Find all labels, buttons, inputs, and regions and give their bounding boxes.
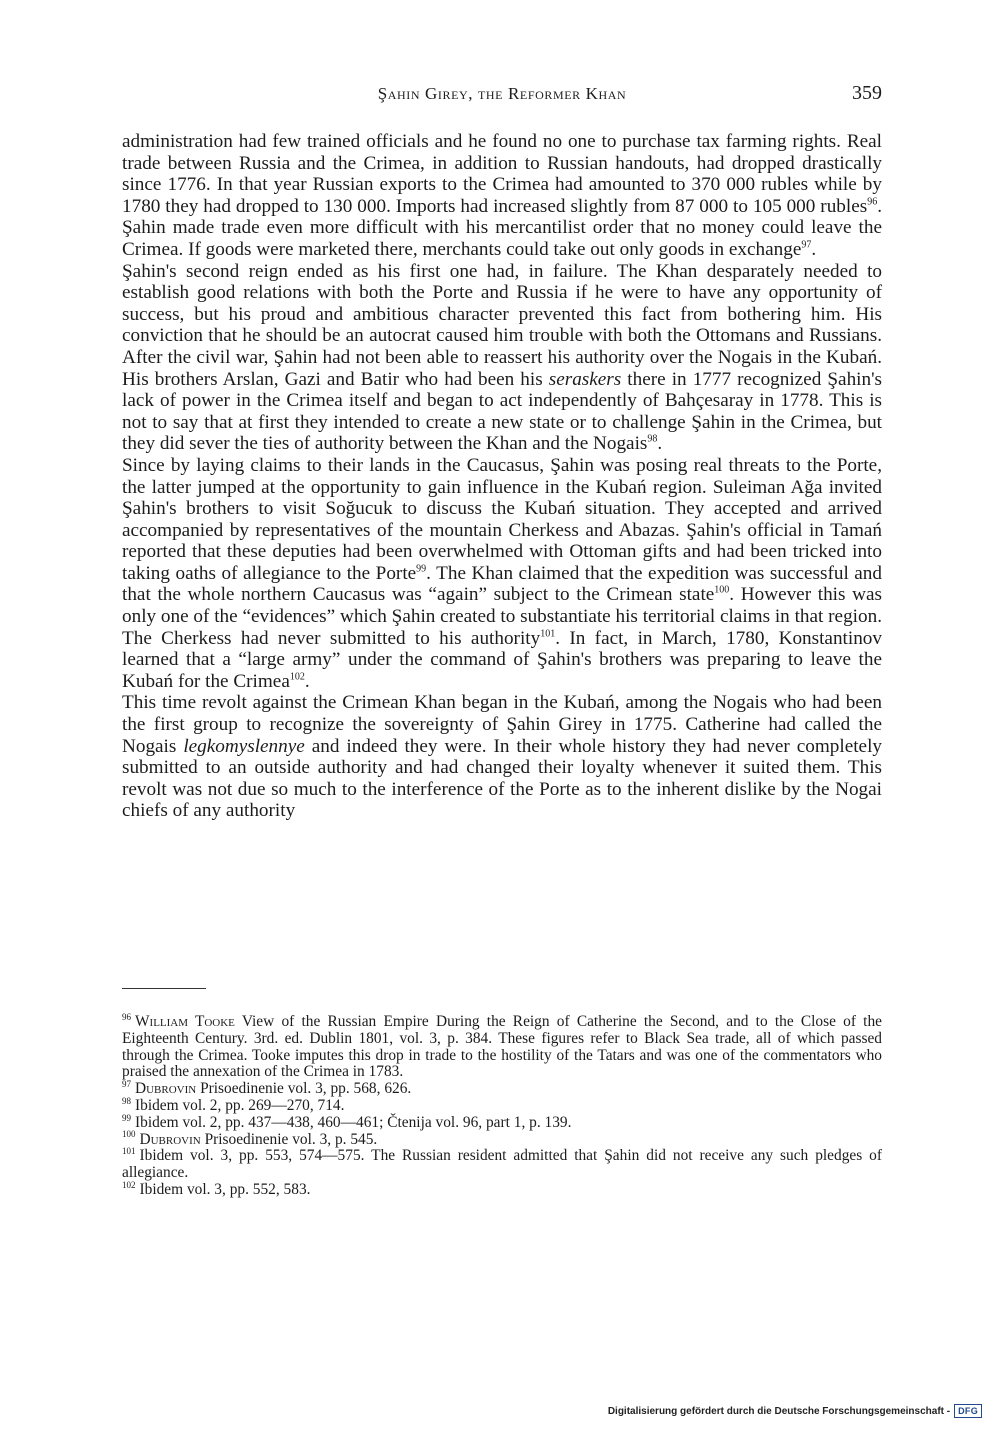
footnote-author: Dubrovin <box>139 1130 201 1148</box>
footnote-number: 102 <box>122 1179 136 1190</box>
footnote <box>122 1011 882 1081</box>
footnote-text: Ibidem vol. 3, pp. 552, 583. <box>139 1180 311 1198</box>
paragraph-text: . <box>811 238 817 260</box>
body-paragraph <box>122 455 882 693</box>
footnote <box>122 1112 882 1132</box>
paragraph-text: . However this was only one of the “evidences” which Şahin created to substantiate his territorial claims in that region. The Cherkess had never submitted to his authority <box>122 584 882 649</box>
footnote-author: Dubrovin <box>135 1080 197 1098</box>
body-paragraph <box>122 261 882 455</box>
paragraph-text: Since by laying claims to their lands in the Caucasus, Şahin was posing real threats to the Porte, the latter jumped at the opportunity to gain influence in the Kubań region. Suleiman Ağa invited Şahin's brothers to visit Soğucuk to discuss the Kubań situation. They accepted and arrived accompanied by representatives of the mountain Cherkess and Abazas. Şahin's official in Tamań reported that these deputies had been overwhelmed with Ottoman gifts and had been tricked into taking oaths of allegiance to the Porte <box>122 454 882 584</box>
credit-text: Digitalisierung gefördert durch die Deutsche Forschungsgemeinschaft - <box>607 1405 951 1417</box>
footnote-number: 99 <box>122 1112 131 1123</box>
footnote <box>122 1148 882 1182</box>
digitization-credit <box>608 1404 982 1418</box>
footnote <box>122 1095 882 1115</box>
footnote-text: Prisoedinenie vol. 3, pp. 568, 626. <box>196 1080 412 1098</box>
footnote-number: 96 <box>122 1011 131 1022</box>
dfg-logo: DFG <box>954 1404 982 1418</box>
footnote-text: Ibidem vol. 2, pp. 269—270, 714. <box>135 1096 345 1114</box>
italic-term: seraskers <box>548 368 622 390</box>
running-title: Şahin Girey, the Reformer Khan <box>377 84 627 103</box>
footnote <box>122 1129 882 1149</box>
footnote-reference: 98 <box>647 433 658 445</box>
footnote <box>122 1179 882 1199</box>
footnote-number: 97 <box>122 1079 131 1090</box>
footnote-text: View of the Russian Empire During the Reign of Catherine the Second, and to the Close of the Eighteenth Century. 3rd. ed. Dublin 1801, vol. 3, p. 384. These figures refer to Black Sea trade, all of which passed through the Crimea. Tooke imputes this drop in trade to the hostility of the Tatars and was one of the commentators who praised the annexation of the Crimea in 1783. <box>122 1013 882 1081</box>
footnote-number: 100 <box>122 1129 136 1140</box>
footnote-number: 98 <box>122 1095 131 1106</box>
footnote-reference: 102 <box>289 671 305 683</box>
footnote-reference: 99 <box>416 563 427 575</box>
footnote-reference: 96 <box>867 196 878 208</box>
footnote-reference: 97 <box>801 239 812 251</box>
footnotes <box>122 1011 882 1199</box>
footnote <box>122 1081 882 1098</box>
page-number: 359 <box>852 82 882 104</box>
footnote-text: Ibidem vol. 3, pp. 553, 574—575. The Russian resident admitted that Şahin did not receive any such pledges of allegiance. <box>122 1147 882 1182</box>
paragraph-text: . Şahin made trade even more difficult with his mercantilist order that no money could leave the Crimea. If goods were marketed there, merchants could take out only goods in exchange <box>122 195 882 260</box>
footnote-number: 101 <box>122 1146 136 1157</box>
paragraph-text: . The Khan claimed that the expedition was successful and that the whole northern Caucasus was “again” subject to the Crimean state <box>122 562 882 606</box>
footnote-text: Ibidem vol. 2, pp. 437—438, 460—461; Čtenija vol. 96, part 1, p. 139. <box>135 1113 572 1131</box>
paragraph-text: . <box>304 670 310 692</box>
footnote-divider <box>122 988 206 989</box>
running-head <box>122 84 882 108</box>
paragraph-text: Şahin's second reign ended as his first one had, in failure. The Khan desparately needed to establish good relations with both the Porte and Russia if he were to have any opportunity of success, but his proud and ambitious character prevented this fact from bothering him. His conviction that he should be an autocrat caused him trouble with both the Ottomans and Russians. After the civil war, Şahin had not been able to reassert his authority over the Nogais in the Kubań. His brothers Arslan, Gazi and Batir who had been his <box>122 260 882 390</box>
paragraph-text: . In fact, in March, 1780, Konstantinov learned that a “large army” under the command of Şahin's brothers was preparing to leave the Kubań for the Crimea <box>122 627 882 692</box>
italic-term: legkomyslennye <box>183 735 305 757</box>
paragraph-text: . <box>657 433 663 455</box>
body-text <box>122 131 882 822</box>
paragraph-text: and indeed they were. In their whole history they had never completely submitted to an outside authority and had changed their loyalty whenever it suited them. This revolt was not due so much to the interference of the Porte as to the inherent dislike by the Nogai chiefs of any authority <box>122 735 882 822</box>
paragraph-text: This time revolt against the Crimean Khan began in the Kubań, among the Nogais who had been the first group to recognize the sovereignty of Şahin Girey in 1775. Catherine had called the Nogais <box>122 692 882 757</box>
paragraph-text: administration had few trained officials and he found no one to purchase tax farming rights. Real trade between Russia and the Crimea, in addition to Russian handouts, had dropped drastically since 1776. In that year Russian exports to the Crimea had amounted to 370 000 rubles while by 1780 they had dropped to 130 000. Imports had increased slightly from 87 000 to 105 000 rubles <box>122 131 882 217</box>
footnote-reference: 101 <box>540 628 556 640</box>
paragraph-text: there in 1777 recognized Şahin's lack of power in the Crimea itself and began to act independently of Bahçesaray in 1778. This is not to say that at first they intended to create a new state or to challenge Şahin in the Crimea, but they did sever the ties of authority between the Khan and the Nogais <box>122 368 883 455</box>
body-paragraph <box>122 131 882 261</box>
footnote-text: Prisoedinenie vol. 3, p. 545. <box>200 1130 378 1148</box>
footnote-reference: 100 <box>714 585 730 597</box>
footnote-author: William Tooke <box>135 1013 235 1030</box>
body-paragraph <box>122 692 882 822</box>
